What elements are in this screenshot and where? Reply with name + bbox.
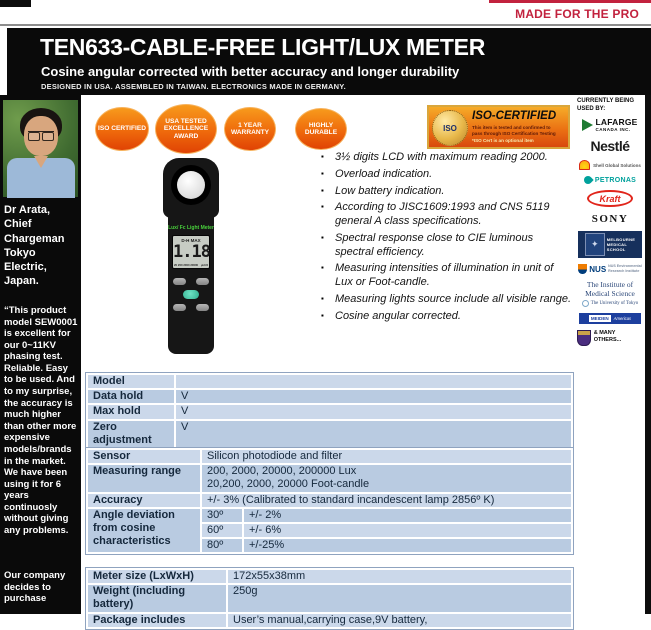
lcd-value: 1.18 bbox=[173, 242, 210, 262]
sensor-dome-icon bbox=[177, 171, 205, 199]
tokyo-ring-icon bbox=[582, 300, 589, 307]
nus-logo: NUS NUS Environmental Research Institute bbox=[578, 264, 641, 274]
badge-usa-tested: USA TESTED EXCELLENCE AWARD bbox=[155, 104, 217, 154]
corner-mark bbox=[0, 0, 31, 7]
iso-seal-icon: ISO bbox=[432, 110, 468, 146]
shell-pecten-icon bbox=[579, 160, 590, 170]
clients-sidebar bbox=[577, 98, 643, 352]
page-title: TEN633-CABLE-FREE LIGHT/LUX METER bbox=[40, 34, 486, 60]
range-fc: 20,200, 2000, 20000 Foot-candle bbox=[207, 478, 370, 491]
device-label: Lux/ Fc Light Meter bbox=[168, 225, 214, 231]
crest-icon bbox=[577, 330, 591, 346]
clients-heading: CURRENTLY BEING USED BY: bbox=[577, 98, 635, 112]
badge-durable: HIGHLY DURABLE bbox=[295, 108, 347, 150]
feature-item: ▪ Measuring intensities of illumination in unit of Lux or Foot-candle. bbox=[320, 262, 573, 290]
iso-banner-title: ISO-CERTIFIED bbox=[472, 110, 557, 122]
testimonial-sidebar bbox=[0, 95, 81, 614]
right-edge-bar bbox=[645, 95, 651, 614]
table-row: Accuracy +/- 3% (Calibrated to standard incandescent lamp 2856º K) bbox=[88, 494, 571, 507]
table-row: 80º +/-25% bbox=[88, 539, 571, 552]
table-row: Model bbox=[88, 375, 571, 388]
device-power-button bbox=[183, 290, 199, 299]
nestle-logo: Nestlé bbox=[590, 138, 630, 154]
device-lcd bbox=[172, 235, 210, 269]
device-button bbox=[173, 278, 186, 285]
many-others-logo: & MANY OTHERS... bbox=[577, 330, 643, 346]
feature-item: ▪ Cosine angular corrected. bbox=[320, 310, 573, 324]
kraft-logo: Kraft bbox=[587, 190, 633, 207]
iso-banner-line3: *ISO Cert is an optional item bbox=[472, 138, 534, 143]
device-button bbox=[196, 278, 209, 285]
table-row: Weight (including battery) 250g bbox=[88, 585, 571, 611]
model-table bbox=[85, 372, 574, 450]
meiden-logo: MEIDEN Americas bbox=[579, 313, 641, 324]
feature-item: ▪ Low battery indication. bbox=[320, 185, 573, 199]
melbourne-medical-school-logo: ✦ MELBOURNE MEDICAL SCHOOL bbox=[578, 231, 642, 258]
iso-banner-line1: This item is tested and confirmed to bbox=[472, 125, 551, 130]
lcd-scale: 20 200 2000 20000 bbox=[174, 263, 199, 267]
origin-line: DESIGNED IN USA. ASSEMBLED IN TAIWAN. ELECTRONICS MADE IN GERMANY. bbox=[41, 82, 346, 91]
top-red-line bbox=[489, 0, 651, 3]
page-subtitle: Cosine angular corrected with better accuracy and longer durability bbox=[41, 64, 460, 79]
lcd-mode: D-H MAX bbox=[181, 238, 201, 243]
title-banner bbox=[7, 28, 651, 95]
feature-list bbox=[320, 151, 573, 326]
feature-item: ▪ Spectral response close to CIE luminous spectral efficiency. bbox=[320, 232, 573, 260]
tokyo-institute-logo: The Institute of Medical Science The University of Tokyo bbox=[582, 280, 638, 307]
lafarge-logo: LAFARGE CANADA INC. bbox=[582, 117, 637, 132]
testimonial-author: Dr Arata, Chief Chargeman Tokyo Electric, Japan. bbox=[4, 204, 65, 288]
lafarge-triangle-icon bbox=[582, 119, 593, 131]
table-row: Zero adjustment V bbox=[88, 421, 571, 447]
iso-certified-banner bbox=[427, 105, 570, 149]
table-row: Sensor Silicon photodiode and filter bbox=[88, 450, 571, 463]
nus-shield-icon bbox=[578, 264, 587, 274]
spec-table bbox=[85, 447, 574, 555]
petronas-logo: PETRONAS bbox=[584, 176, 636, 184]
table-row: 60º +/- 6% bbox=[88, 524, 571, 537]
sony-logo: SONY bbox=[591, 213, 629, 225]
device-body bbox=[168, 198, 214, 354]
device-button bbox=[173, 304, 186, 311]
table-row: Data hold V bbox=[88, 390, 571, 403]
package-table bbox=[85, 567, 574, 630]
device-button bbox=[196, 304, 209, 311]
testimonial-quote-2: Our company decides to purchase bbox=[4, 570, 66, 605]
table-row: Measuring range 200, 2000, 20000, 200000 Lux 20,200, 2000, 20000 Foot-candle bbox=[88, 465, 571, 491]
iso-banner-line2: pass through ISO Certification Testing bbox=[472, 131, 556, 136]
table-row: Package includes User’s manual,carrying case,9V battery, bbox=[88, 614, 571, 627]
testimonial-photo bbox=[3, 100, 78, 197]
badge-iso-certified: ISO CERTIFIED bbox=[95, 107, 149, 151]
feature-item: ▪ According to JISC1609:1993 and CNS 5119 general A class specifications. bbox=[320, 201, 573, 229]
testimonial-quote: “This product model SEW0001 is excellent for our 0~11KV phasing test. Reliable. Easy to be used. And to my surprise, the accuracy is much higher than other more expensive models/brands in the market. We have been using it for 6 years continuosly without giving any problems. bbox=[4, 305, 78, 536]
petronas-drop-icon bbox=[582, 174, 593, 185]
table-row: Max hold V bbox=[88, 405, 571, 418]
badge-warranty: 1 YEAR WARRANTY bbox=[224, 107, 276, 151]
feature-item: ▪ Overload indication. bbox=[320, 168, 573, 182]
melbourne-crest-icon: ✦ bbox=[585, 233, 605, 256]
product-image bbox=[163, 158, 219, 354]
photo-glasses bbox=[28, 131, 54, 140]
header-divider bbox=[0, 24, 651, 26]
range-lux: 200, 2000, 20000, 200000 Lux bbox=[207, 465, 357, 478]
tagline: MADE FOR THE PRO bbox=[515, 7, 639, 21]
feature-item: ▪ 3½ digits LCD with maximum reading 2000. bbox=[320, 151, 573, 165]
shell-logo: Shell Global Solutions bbox=[579, 160, 641, 170]
table-row: Angle deviation from cosine characteristics 30º +/- 2% bbox=[88, 509, 571, 522]
feature-item: ▪ Measuring lights source include all visible range. bbox=[320, 293, 573, 307]
table-row: Meter size (LxWxH) 172x55x38mm bbox=[88, 570, 571, 583]
lcd-unit: µLUX bbox=[200, 263, 209, 267]
